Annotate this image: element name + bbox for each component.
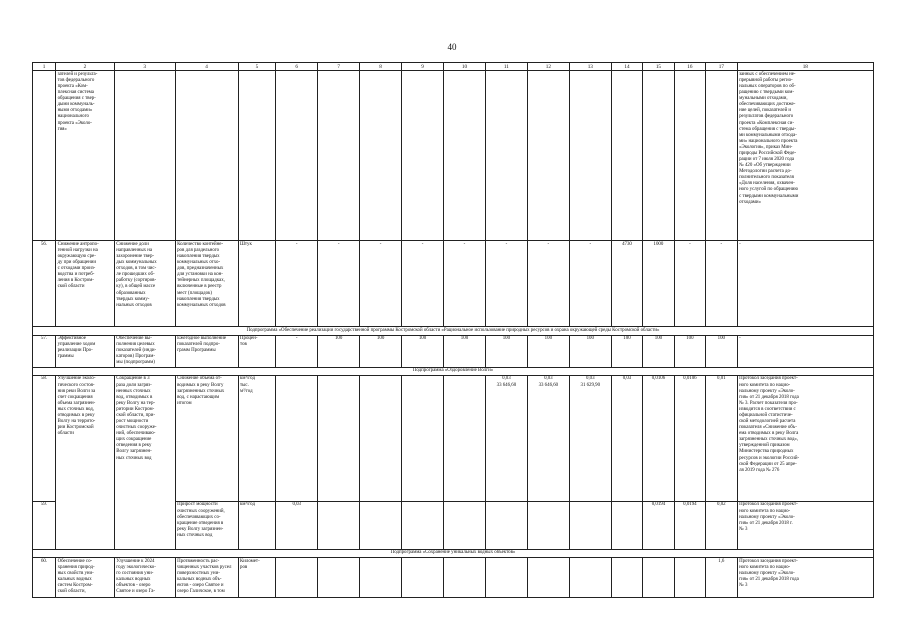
source-cell: -	[737, 335, 873, 367]
value-cell: 0,03 33 646,60	[485, 375, 527, 501]
value-cell: -	[276, 241, 318, 327]
value-cell: -	[569, 241, 611, 327]
source-cell: занных с обеспечением не- прерывной работы регио- нальных операторов по об- ращению с твердыми ком- мунальными отходами, обеспечивающих достиже- ние целей, показателей и результатов федерального проекта «Комплексная си- стема обращения с тверды- ми коммунальными отхода- ми» национального проекта «Экология», приказ Мин- природы Российской Феде- рации от 7 июля 2020 года № 420 «Об утверждении Методологии расчета до- полнительного показателя «Доля населения, охвачен- ного услугой по обращению с твердыми коммунальными отходами»	[737, 71, 873, 241]
column-number: 1	[33, 63, 56, 71]
value-cell	[444, 558, 486, 598]
value-cell: 0,02	[706, 501, 737, 549]
column-number: 17	[706, 63, 737, 71]
source-cell: Протокол заседания проект- ного комитета по нацио- нальному проекту «Эколо- гия» от 21 декабря 2018 г. № 3	[737, 501, 873, 549]
value-cell: 0,03 33 646,60	[527, 375, 569, 501]
column-number: 11	[485, 63, 527, 71]
column-number: 13	[569, 63, 611, 71]
table-row-58	[33, 375, 874, 501]
task-cell: Улучшение к 2024 году экологическо- го состояния уни- кальных водных объектов - озеро Святое и озеро Га-	[114, 558, 175, 598]
value-cell	[643, 558, 674, 598]
value-cell	[485, 501, 527, 549]
row-number: 56.	[33, 241, 56, 327]
value-cell	[402, 501, 444, 549]
goal-cell: Эффективное управление ходом реализации Про- граммы	[56, 335, 115, 367]
column-number: 3	[114, 63, 175, 71]
row-number: 59.	[33, 501, 56, 549]
value-cell	[276, 558, 318, 598]
indicator-cell: Ежегодное выполнение показателей подпро- грамм Программы	[175, 335, 238, 367]
value-cell: -	[402, 241, 444, 327]
unit-cell: Процен- тов	[238, 335, 276, 367]
value-cell	[318, 375, 360, 501]
value-cell	[527, 558, 569, 598]
value-cell: 4730	[611, 241, 642, 327]
subprogram-header-row	[33, 367, 874, 375]
value-cell: 100	[444, 335, 486, 367]
value-cell	[611, 501, 642, 549]
task-cell: Снижение доли направленных на захоронение твер- дых коммунальных отходов, в том чис- ле прошедших об- работку (сортиров- ку), в общей массе образованных твердых комму- нальных отходов	[114, 241, 175, 327]
value-cell: 100	[674, 335, 705, 367]
value-cell: -	[444, 241, 486, 327]
value-cell: -	[674, 241, 705, 327]
value-cell: -	[360, 241, 402, 327]
value-cell: 100	[643, 335, 674, 367]
row-number: 57.	[33, 335, 56, 367]
table-row-continuation	[33, 71, 874, 241]
value-cell	[360, 375, 402, 501]
indicator-cell: Снижение объема от- водимых в реку Волгу загрязненных сточных вод, с нарастающим итогом	[175, 375, 238, 501]
value-cell	[402, 375, 444, 501]
value-cell	[569, 501, 611, 549]
column-number: 2	[56, 63, 115, 71]
goal-cell: Улучшение эколо- гического состоя- ния реки Волги за счет сокращения объема загрязнен- ных сточных вод, отводимых в реку Волгу на террито- рии Костромской области	[56, 375, 115, 549]
column-number: 5	[238, 63, 276, 71]
value-cell: 100	[360, 335, 402, 367]
value-cell: -	[485, 241, 527, 327]
value-cell: 1,6	[706, 558, 737, 598]
indicator-cell: Протяженность рас- чищенных участков русел поверхностных уни- кальных водных объ- ектов - озеро Святое и озеро Галичское, в том	[175, 558, 238, 598]
row-number: 60.	[33, 558, 56, 598]
unit-cell: Штук	[238, 241, 276, 327]
goal-cell: Обеспечение со- хранения природ- ных свойств уни- кальных водных систем Костром- ской области,	[56, 558, 115, 598]
value-cell	[402, 558, 444, 598]
value-cell	[444, 375, 486, 501]
source-cell: Протокол заседания проект- ного комитета по нацио- нальному проекту «Эколо- гия» от 21 декабря 2018 года № 3. Расчет показателя про- изводится в соответствии с официальной статистиче- ской методологией расчета показателя «Снижение объ- ема отводимых в реку Волга загрязненных сточных вод», утвержденной приказом Министерства природных ресурсов и экологии Россий- ской Федерации от 25 апре- ля 2019 года № 276	[737, 375, 873, 501]
column-number: 14	[611, 63, 642, 71]
row-number: 58.	[33, 375, 56, 501]
column-number: 8	[360, 63, 402, 71]
value-cell: -	[527, 241, 569, 327]
value-cell: 100	[611, 335, 642, 367]
indicator-cell: Количество контейне- ров для раздельного накопления твердых коммунальных отхо- дов, предназначенных для установки на кон- тейнерных площадках, включенные в реестр мест (площадок) накопления твердых коммунальных отходов	[175, 241, 238, 327]
value-cell: -	[318, 241, 360, 327]
column-number: 18	[737, 63, 873, 71]
task-cell: Обеспечение вы- полнения целевых показателей (инди- каторов) Програм- мы (подпрограмм)	[114, 335, 175, 367]
indicators-table	[32, 62, 874, 598]
column-number: 9	[402, 63, 444, 71]
value-cell	[444, 501, 486, 549]
column-number: 4	[175, 63, 238, 71]
value-cell: 100	[402, 335, 444, 367]
goal-cell: Снижение антропо- генной нагрузки на окружающую сре- ду при обращении с отходами произ- водства и потреб- ления в Костром- ской области	[56, 241, 115, 327]
column-number: 12	[527, 63, 569, 71]
table-row-56	[33, 241, 874, 327]
value-cell: 0,0106	[643, 375, 674, 501]
unit-cell: км³/год тыс. м³/год	[238, 375, 276, 501]
subprogram-header-row	[33, 327, 874, 335]
source-cell: -	[737, 241, 873, 327]
value-cell	[276, 375, 318, 501]
source-cell: Протокол заседания проект- ного комитета по нацио- нальному проекту «Эколо- гия» от 21 декабря 2018 года № 3	[737, 558, 873, 598]
value-cell	[611, 558, 642, 598]
value-cell: 100	[318, 335, 360, 367]
column-number: 10	[444, 63, 486, 71]
value-cell	[569, 558, 611, 598]
value-cell	[318, 558, 360, 598]
value-cell: 0,0194	[674, 501, 705, 549]
value-cell: 0,01	[706, 375, 737, 501]
subprogram-title: Подпрограмма «Сохранение уникальных водных объектов»	[33, 549, 874, 557]
value-cell: 100	[706, 335, 737, 367]
value-cell	[360, 558, 402, 598]
unit-cell: км³/год	[238, 501, 276, 549]
value-cell: 0,03 31 629,90	[569, 375, 611, 501]
page-number: 40	[447, 42, 457, 52]
value-cell: 0,0106	[674, 375, 705, 501]
unit-cell: Километ- ров	[238, 558, 276, 598]
subprogram-title: Подпрограмма «Оздоровление Волги»	[33, 367, 874, 375]
value-cell: 0,03	[611, 375, 642, 501]
value-cell	[485, 558, 527, 598]
column-number: 15	[643, 63, 674, 71]
column-number: 7	[318, 63, 360, 71]
task-cell: Сокращение в 3 раза доли загряз- ненных сточных вод, отводимых в реку Волгу на тер- ритории Костром- ской области, при- рост мощности очистных сооруже- ний, обеспечиваю- щих сокращение отведения в реку Волгу загрязнен- ных сточных вод	[114, 375, 175, 549]
value-cell	[674, 558, 705, 598]
value-cell	[318, 501, 360, 549]
column-number: 6	[276, 63, 318, 71]
subprogram-header-row	[33, 549, 874, 557]
value-cell: 0,03	[276, 501, 318, 549]
value-cell: 100	[527, 335, 569, 367]
value-cell: 100	[485, 335, 527, 367]
value-cell: -	[706, 241, 737, 327]
value-cell: 100	[569, 335, 611, 367]
value-cell	[527, 501, 569, 549]
table-row-60	[33, 558, 874, 598]
value-cell	[360, 501, 402, 549]
goal-cell: зателей и результа- тов федерального проекта «Ком- плексная система обращения с твер- дыми коммуналь- ными отходами» национального проекта «Эколо- гия»	[56, 71, 115, 241]
subprogram-title: Подпрограмма «Обеспечение реализации государственной программы Костромской области «Рациональное использование природных ресурсов и охрана окружающей среды Костромской области»	[33, 327, 874, 335]
column-number: 16	[674, 63, 705, 71]
indicator-cell: Прирост мощности очистных сооружений, обеспечивающих со- кращение отведения в реку Волгу загрязнен- ных сточных вод	[175, 501, 238, 549]
value-cell: -	[276, 335, 318, 367]
table-row-57	[33, 335, 874, 367]
column-number-row	[33, 63, 874, 71]
value-cell: 1000	[643, 241, 674, 327]
value-cell: 0,0194	[643, 501, 674, 549]
